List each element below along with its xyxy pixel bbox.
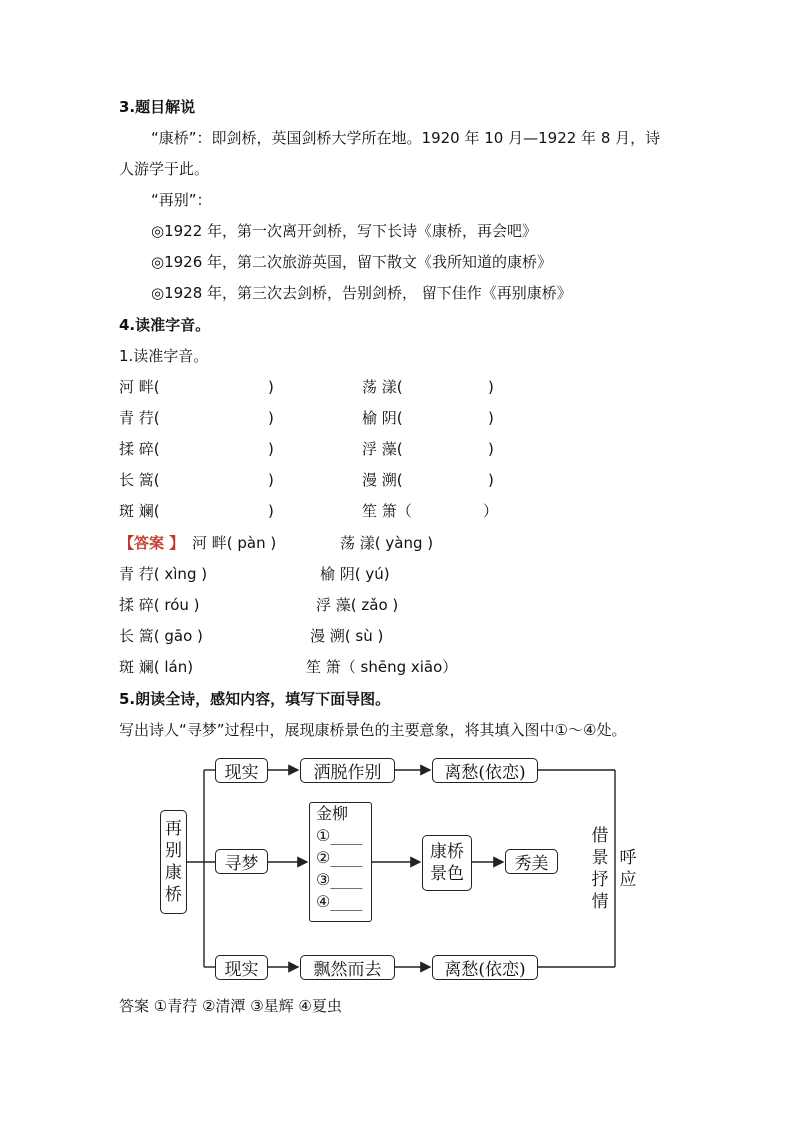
pinyin-question-left: 青 荇(: [119, 409, 160, 427]
section5-heading: 5.朗读全诗，感知内容，填写下面导图。: [119, 690, 391, 708]
top-reality-box: 现实: [215, 758, 268, 783]
side-char: 应: [619, 870, 637, 890]
section3-heading: 3.题目解说: [119, 98, 196, 116]
side-char: 景: [591, 848, 609, 868]
pinyin-answer-right: 浮 藻( zǎo ): [316, 596, 399, 614]
side-label-echo: [618, 847, 638, 891]
pinyin-question-right: 浮 藻(: [362, 440, 403, 458]
close-paren: ): [268, 440, 274, 458]
answer-label: 【答案 】: [119, 534, 185, 552]
pinyin-question-right: 榆 阴(: [362, 409, 403, 427]
close-paren: ): [488, 378, 494, 396]
pinyin-answer-right: 荡 漾( yàng ): [340, 534, 434, 552]
top-sorrow-box: 离愁(依恋): [432, 758, 538, 783]
pinyin-answer-right: 漫 溯( sù ): [310, 627, 384, 645]
section3-item: ◎1928 年，第三次去剑桥，告别剑桥， 留下佳作《再别康桥》: [151, 284, 572, 302]
pinyin-answer-left: 青 荇( xìng ): [119, 565, 208, 583]
close-paren: ): [268, 409, 274, 427]
pinyin-answer-left: 斑 斓( lán): [119, 658, 194, 676]
close-paren: ): [488, 440, 494, 458]
scenery-line: 景色: [430, 864, 464, 884]
side-char: 借: [591, 826, 609, 846]
root-char: 康: [165, 863, 182, 883]
section4-heading: 4.读准字音。: [119, 316, 211, 334]
pinyin-answer-right: 笙 箫（ shēng xiāo）: [306, 658, 458, 676]
section4-subheading: 1.读准字音。: [119, 347, 209, 365]
imagery-title: 金柳: [316, 804, 349, 823]
pinyin-question-right: 笙 箫（: [362, 502, 412, 520]
close-paren: ）: [483, 502, 499, 520]
section3-item: ◎1926 年，第二次旅游英国，留下散文《我所知道的康桥》: [151, 253, 553, 271]
close-paren: ): [268, 471, 274, 489]
imagery-blank: ②____: [316, 848, 363, 867]
mind-map-diagram: [150, 750, 650, 990]
imagery-list-box: [309, 802, 372, 922]
section3-paragraph-line2: 人游学于此。: [119, 160, 210, 178]
pinyin-answer-right: 榆 阴( yú): [320, 565, 390, 583]
imagery-blank: ①____: [316, 826, 363, 845]
pinyin-question-left: 长 篙(: [119, 471, 160, 489]
root-box: [160, 810, 187, 914]
pinyin-answer-left: 河 畔( pàn ): [192, 534, 277, 552]
scenery-box: [422, 835, 472, 891]
pinyin-answer-left: 揉 碎( róu ): [119, 596, 200, 614]
side-char: 呼: [619, 848, 637, 868]
section3-item: ◎1922 年，第一次离开剑桥，写下长诗《康桥，再会吧》: [151, 222, 538, 240]
close-paren: ): [268, 502, 274, 520]
section5-instruction: 写出诗人“寻梦”过程中，展现康桥景色的主要意象，将其填入图中①～④处。: [119, 721, 627, 739]
side-char: 情: [591, 892, 609, 912]
close-paren: ): [488, 471, 494, 489]
pinyin-question-left: 河 畔(: [119, 378, 160, 396]
imagery-blank: ④____: [316, 892, 363, 911]
root-char: 桥: [165, 885, 182, 905]
bottom-reality-box: 现实: [215, 955, 268, 980]
pinyin-answer-left: 长 篙( gāo ): [119, 627, 203, 645]
pinyin-question-left: 揉 碎(: [119, 440, 160, 458]
pinyin-question-right: 荡 漾(: [362, 378, 403, 396]
bottom-departure-box: 飘然而去: [300, 955, 395, 980]
side-label-express: [590, 825, 610, 913]
close-paren: ): [488, 409, 494, 427]
side-char: 抒: [591, 870, 609, 890]
pinyin-question-right: 漫 溯(: [362, 471, 403, 489]
beauty-box: 秀美: [505, 849, 558, 874]
section3-zaibie-label: “再别”：: [151, 191, 212, 209]
scenery-line: 康桥: [430, 842, 464, 862]
section5-answer: 答案 ①青荇 ②清潭 ③星辉 ④夏虫: [119, 997, 342, 1015]
dream-box: 寻梦: [215, 849, 268, 874]
root-char: 别: [165, 841, 182, 861]
section3-paragraph-line1: “康桥”：即剑桥，英国剑桥大学所在地。1920 年 10 月—1922 年 8 月，诗: [151, 129, 661, 147]
bottom-sorrow-box: 离愁(依恋): [432, 955, 538, 980]
pinyin-question-left: 斑 斓(: [119, 502, 160, 520]
root-char: 再: [165, 819, 182, 839]
imagery-blank: ③____: [316, 870, 363, 889]
close-paren: ): [268, 378, 274, 396]
top-farewell-box: 洒脱作别: [300, 758, 395, 783]
